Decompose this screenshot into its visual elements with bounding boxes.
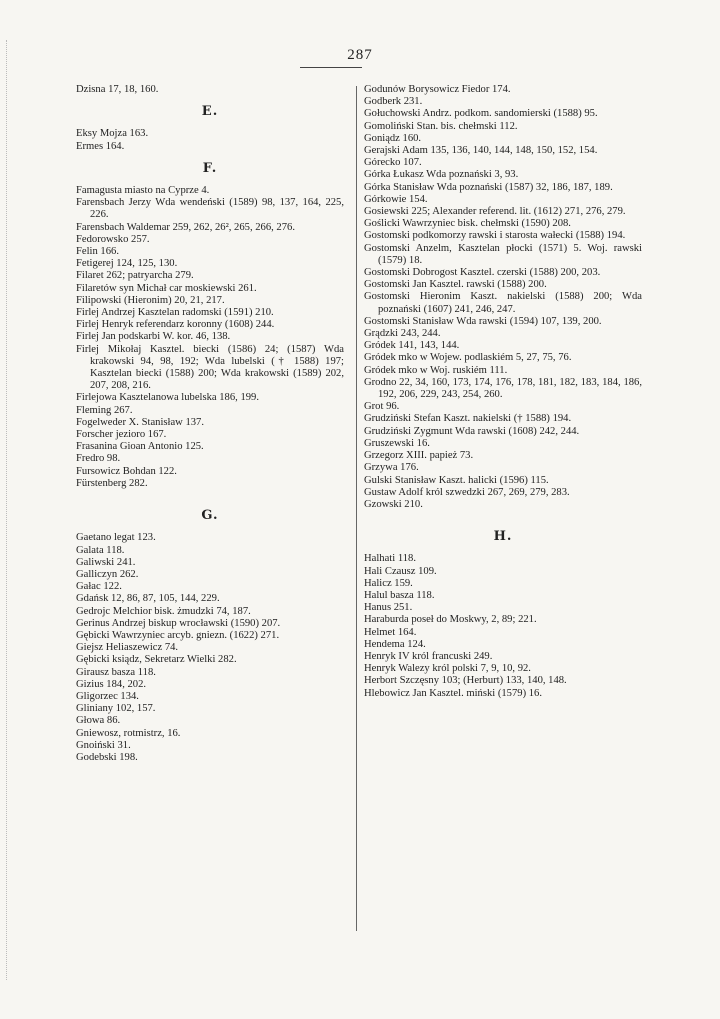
- index-entry: Gębicki Wawrzyniec arcyb. gniezn. (1622) 271.: [76, 629, 280, 641]
- section-letter-heading: H.: [493, 529, 513, 545]
- index-entry: Godebski 198.: [76, 751, 138, 763]
- section-spacer: [364, 511, 642, 521]
- index-entry: Gostomski Anzelm, Kasztelan płocki (1571) 5. Woj. rawski (1579) 18.: [364, 242, 642, 266]
- index-entry: Gdańsk 12, 86, 87, 105, 144, 229.: [76, 593, 220, 605]
- index-entry: Gałac 122.: [76, 581, 122, 593]
- index-entry: Gizius 184, 202.: [76, 678, 147, 690]
- index-entry: Grudziński Stefan Kaszt. nakielski († 1588) 194.: [364, 413, 572, 425]
- index-entry: Fogelweder X. Stanisław 137.: [76, 416, 204, 428]
- index-entry: Filaretów syn Michał car moskiewski 261.: [76, 282, 257, 294]
- index-entry: Gnoiński 31.: [76, 739, 131, 751]
- index-entry: Frasanina Gioan Antonio 125.: [76, 441, 204, 453]
- index-entry: Gostomski Jan Kasztel. rawski (1588) 200.: [364, 279, 547, 291]
- index-entry: Hanus 251.: [364, 602, 413, 614]
- index-entry: Głowa 86.: [76, 715, 121, 727]
- index-entry: Galiwski 241.: [76, 556, 136, 568]
- index-entry: Fedorowsko 257.: [76, 233, 150, 245]
- index-entry: Gerinus Andrzej biskup wrocławski (1590) 207.: [76, 617, 281, 629]
- index-entry: Gębicki ksiądz, Sekretarz Wielki 282.: [76, 654, 237, 666]
- index-entry: Górkowie 154.: [364, 193, 428, 205]
- column-divider: [356, 86, 357, 931]
- index-entry: Herbort Szczęsny 103; (Herburt) 133, 140, 148.: [364, 675, 567, 687]
- index-entry: Górecko 107.: [364, 157, 422, 169]
- index-entry: Eksy Mojza 163.: [76, 128, 149, 140]
- index-entry: Gaetano legat 123.: [76, 532, 156, 544]
- index-entry: Fetigerej 124, 125, 130.: [76, 258, 178, 270]
- index-entry: Grodno 22, 34, 160, 173, 174, 176, 178, 181, 182, 183, 184, 186, 192, 206, 229, 243, 254, 260.: [364, 376, 642, 401]
- index-entry: Galliczyn 262.: [76, 568, 139, 580]
- index-entry: Fürstenberg 282.: [76, 477, 148, 489]
- index-entry: Halhati 118.: [364, 553, 416, 565]
- index-entry: Gródek 141, 143, 144.: [364, 340, 460, 352]
- index-entry: Gomoliński Stan. bis. chełmski 112.: [364, 120, 518, 132]
- index-entry: Fredro 98.: [76, 453, 121, 465]
- index-entry: Gedrojc Melchior bisk. żmudzki 74, 187.: [76, 605, 251, 617]
- index-entry: Forscher jezioro 167.: [76, 429, 167, 441]
- index-entry: Farensbach Waldemar 259, 262, 26², 265, 266, 276.: [76, 221, 295, 233]
- index-entry: Grądzki 243, 244.: [364, 328, 441, 340]
- index-entry: Helmet 164.: [364, 626, 417, 638]
- index-entry: Gostomski podkomorzy rawski i starosta wałecki (1588) 194.: [364, 230, 626, 242]
- index-entry: Gostomski Hieronim Kaszt. nakielski (1588) 200; Wda poznański (1607) 241, 246, 247.: [364, 291, 642, 315]
- index-entry: Firlejowa Kasztelanowa lubelska 186, 199.: [76, 392, 259, 404]
- index-entry: Górka Łukasz Wda poznański 3, 93.: [364, 169, 519, 181]
- index-entry: Gostomski Dobrogost Kasztel. czerski (1588) 200, 203.: [364, 267, 601, 279]
- index-entry: Haraburda poseł do Moskwy, 2, 89; 221.: [364, 614, 537, 626]
- index-entry: Fursowicz Bohdan 122.: [76, 465, 177, 477]
- index-entry: Goślicki Wawrzyniec bisk. chełmski (1590) 208.: [364, 218, 571, 230]
- index-entry: Filaret 262; patryarcha 279.: [76, 270, 194, 282]
- page-number: 287: [347, 47, 373, 63]
- index-entry: Gerajski Adam 135, 136, 140, 144, 148, 150, 152, 154.: [364, 145, 598, 157]
- index-entry: Gniewosz, rotmistrz, 16.: [76, 727, 181, 739]
- index-entry: Fleming 267.: [76, 404, 133, 416]
- index-entry: Grot 96.: [364, 401, 400, 413]
- index-entry: Grudziński Zygmunt Wda rawski (1608) 242, 244.: [364, 425, 580, 437]
- index-entry: Gołuchowski Andrz. podkom. sandomierski (1588) 95.: [364, 108, 598, 120]
- page-number-rule: [300, 67, 362, 68]
- index-entry: Farensbach Jerzy Wda wendeński (1589) 98, 137, 164, 225, 226.: [76, 197, 344, 221]
- index-entry: Gligorzec 134.: [76, 690, 139, 702]
- index-entry: Halicz 159.: [364, 577, 413, 589]
- index-entry: Gustaw Adolf król szwedzki 267, 269, 279, 283.: [364, 486, 570, 498]
- section-spacer: [76, 175, 344, 185]
- section-spacer: [364, 543, 642, 553]
- index-entry: Godunów Borysowicz Fiedor 174.: [364, 84, 511, 95]
- index-entry: Galata 118.: [76, 544, 125, 556]
- index-entry: Gosiewski 225; Alexander referend. lit. (1612) 271, 276, 279.: [364, 206, 626, 218]
- index-entry: Dzisna 17, 18, 160.: [76, 84, 159, 95]
- index-entry: Grzegorz XIII. papież 73.: [364, 450, 474, 462]
- index-entry: Gulski Stanisław Kaszt. halicki (1596) 115.: [364, 474, 549, 486]
- index-entry: Girausz basza 118.: [76, 666, 156, 678]
- section-spacer: [76, 490, 344, 500]
- index-column-left: [76, 84, 344, 764]
- section-letter-heading: G.: [201, 508, 219, 524]
- index-entry: Henryk IV król francuski 249.: [364, 650, 493, 662]
- index-entry: Felin 166.: [76, 246, 119, 258]
- page-edge-shadow: [6, 40, 7, 980]
- index-entry: Grzywa 176.: [364, 462, 419, 474]
- index-entry: Firlej Jan podskarbi W. kor. 46, 138.: [76, 331, 231, 343]
- index-entry: Gzowski 210.: [364, 498, 423, 510]
- index-entry: Halul basza 118.: [364, 589, 435, 601]
- index-entry: Gostomski Stanisław Wda rawski (1594) 107, 139, 200.: [364, 315, 602, 327]
- index-entry: Firlej Mikołaj Kasztel. biecki (1586) 24; (1587) Wda krakowski 94, 98, 192; Wda lubelski († 1588) 197; Kasztelan biecki (1588) 200; Wda krakowski (1589) 202, 207, 208, 216.: [76, 343, 344, 392]
- index-entry: Gródek mko w Woj. ruskiém 111.: [364, 364, 508, 376]
- index-entry: Górka Stanisław Wda poznański (1587) 32, 186, 187, 189.: [364, 181, 613, 193]
- index-entry: Famagusta miasto na Cyprze 4.: [76, 185, 210, 197]
- index-entry: Hendema 124.: [364, 638, 426, 650]
- section-letter-heading: E.: [201, 104, 219, 120]
- index-entry: Hlebowicz Jan Kasztel. miński (1579) 16.: [364, 687, 542, 699]
- index-entry: Filipowski (Hieronim) 20, 21, 217.: [76, 294, 225, 306]
- index-entry: Firlej Henryk referendarz koronny (1608) 244.: [76, 319, 275, 331]
- index-column-right: [364, 84, 642, 700]
- index-entry: Giejsz Heliaszewicz 74.: [76, 642, 179, 654]
- index-entry: Gruszewski 16.: [364, 437, 430, 449]
- section-letter-heading: F.: [202, 160, 218, 176]
- index-entry: Ermes 164.: [76, 140, 125, 152]
- index-entry: Godberk 231.: [364, 96, 423, 108]
- index-entry: Gródek mko w Wojew. podlaskiém 5, 27, 75, 76.: [364, 352, 572, 364]
- index-entry: Firlej Andrzej Kasztelan radomski (1591) 210.: [76, 307, 274, 319]
- index-entry: Henryk Walezy król polski 7, 9, 10, 92.: [364, 663, 531, 675]
- index-entry: Hali Czausz 109.: [364, 565, 437, 577]
- section-spacer: [76, 522, 344, 532]
- section-spacer: [76, 118, 344, 128]
- index-entry: Gliniany 102, 157.: [76, 703, 156, 715]
- index-entry: Goniądz 160.: [364, 132, 422, 144]
